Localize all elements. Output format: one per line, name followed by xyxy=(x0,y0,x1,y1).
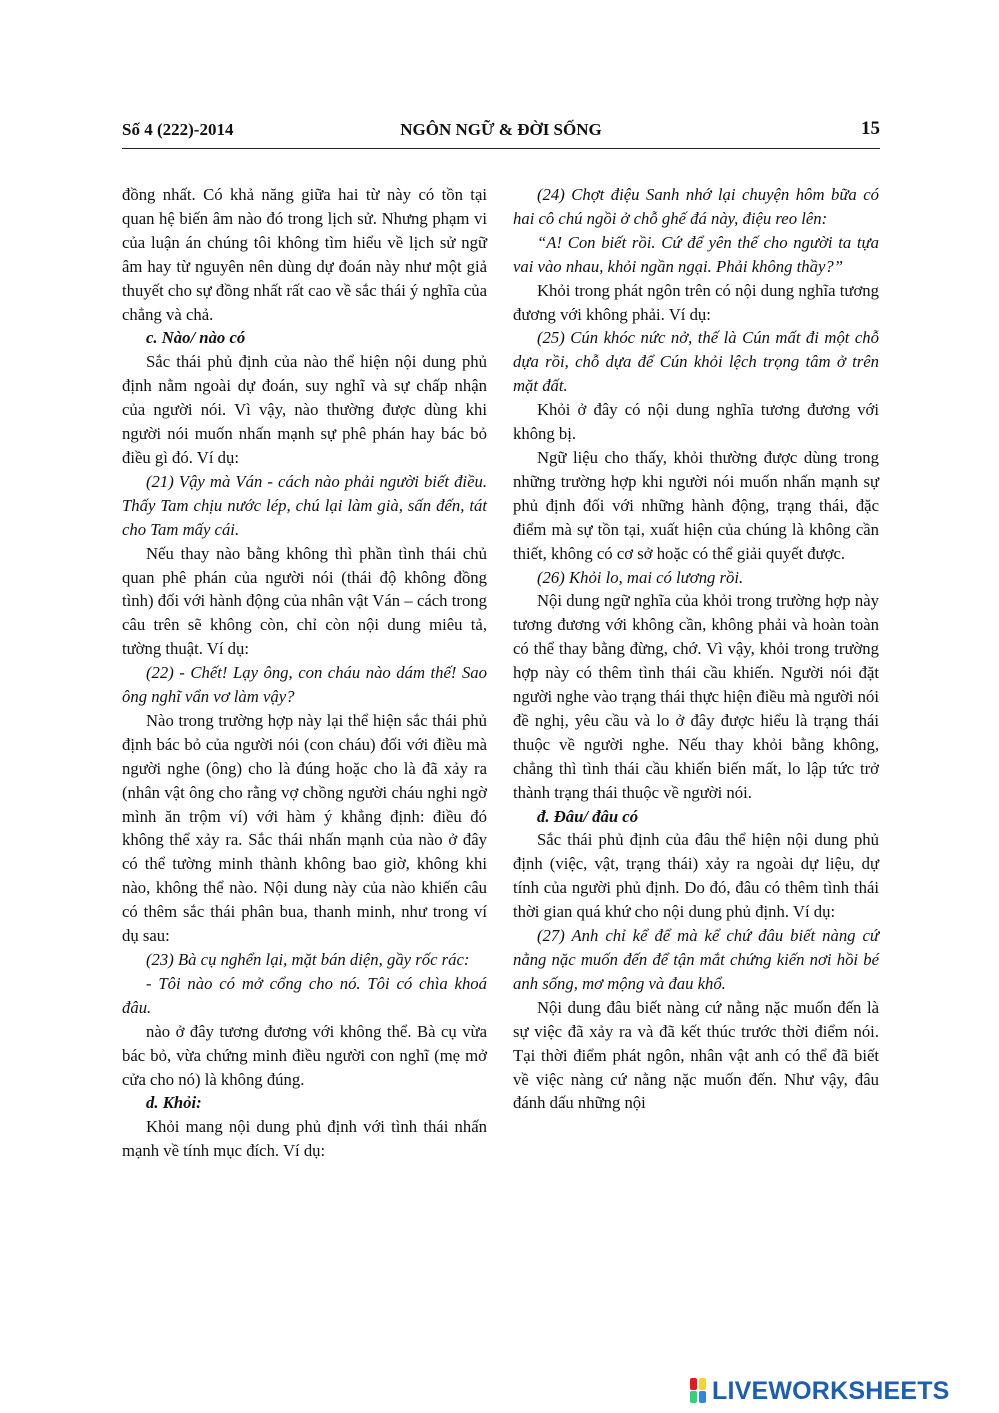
issue-number: Số 4 (222)-2014 xyxy=(122,120,234,139)
paragraph: Nào trong trường hợp này lại thể hiện sắc thái phủ định bác bỏ của người nói (con cháu) đối với điều mà người nghe (ông) cho là đúng hoặc cho là đã xảy ra (nhân vật ông cho rằng vợ chồng người cháu nghi ngờ mình ăn trộm ví) với hàm ý khẳng định: điều đó không thể xảy ra. Sắc thái nhấn mạnh của nào ở đây có thể tường minh thành không bao giờ, không khi nào, không thể nào. Nội dung này của nào khiến câu có thêm sắc thái phân bua, thanh minh, như trong ví dụ sau: xyxy=(122,710,487,946)
example-23: (23) Bà cụ nghển lại, mặt bán diện, gầy rốc rác: xyxy=(146,950,470,969)
example-24-quote: “A! Con biết rồi. Cứ để yên thế cho người ta tựa vai vào nhau, khỏi ngần ngại. Phải không thầy?” xyxy=(513,232,879,276)
example-24: (24) Chợt điệu Sanh nhớ lại chuyện hôm bữa có hai cô chú ngồi ở chỗ ghế đá này, điệu reo lên: xyxy=(513,185,879,228)
liveworksheets-logo-icon xyxy=(690,1378,708,1404)
logo-text: LIVEWORKSHEETS xyxy=(712,1376,950,1405)
paragraph: nào ở đây tương đương với không thể. Bà cụ vừa bác bỏ, vừa chứng minh điều người con nghĩ (mẹ mở cửa cho nó) là không đúng. xyxy=(122,1021,487,1089)
example-26: (26) Khỏi lo, mai có lương rồi. xyxy=(537,567,744,587)
paragraph: Sắc thái phủ định của nào thể hiện nội dung phủ định nằm ngoài dự đoán, suy nghĩ và sự chấp nhận của người nói. Vì vậy, nào thường được dùng khi người nói muốn nhấn mạnh sự phê phán hay bác bỏ điều gì đó. Ví dụ: xyxy=(122,352,487,467)
page-number: 15 xyxy=(861,118,880,139)
liveworksheets-logo xyxy=(690,1374,950,1408)
paragraph: Sắc thái phủ định của đâu thể hiện nội dung phủ định (việc, vật, trạng thái) xảy ra ngoài dự liệu, dự tính của người phủ định. Do đó, đâu có thêm tình thái thời gian quá khứ cho nội dung phủ định. Ví dụ: xyxy=(513,830,879,922)
example-22: (22) - Chết! Lạy ông, con cháu nào dám thế! Sao ông nghĩ vẩn vơ làm vậy? xyxy=(122,663,487,707)
paragraph: Nếu thay nào bằng không thì phần tình thái chủ quan phê phán của người nói (thái độ không đồng tình) đối với hành động của nhân vật Ván – cách trong câu trên sẽ không còn, chỉ còn nội dung miêu tả, tường thuật. Ví dụ: xyxy=(122,543,487,659)
example-21: (21) Vậy mà Ván - cách nào phải người biết điều. Thấy Tam chịu nước lép, chú lại làm già, sấn đến, tát cho Tam mấy cái. xyxy=(122,471,487,539)
section-heading: c. Nào/ nào có xyxy=(146,328,246,348)
paragraph: Khỏi trong phát ngôn trên có nội dung nghĩa tương đương với không phải. Ví dụ: xyxy=(513,280,879,324)
example-23-dialogue: - Tôi nào có mở cổng cho nó. Tôi có chìa khoá đâu. xyxy=(122,973,487,1017)
paragraph: Nội dung ngữ nghĩa của khỏi trong trường hợp này tương đương với không cần, không phải và hoàn toàn có thể thay bằng đừng, chớ. Vì vậy, khỏi trong trường hợp này có thêm tình thái cầu khiến. Người nói đặt người nghe vào trạng thái thực hiện điều mà người nói đề nghị, yêu cầu và lo ở đây được hiểu là trạng thái thuộc về người nghe. Nếu thay khỏi bằng không, chẳng thì tình thái cầu khiến biến mất, lo lập tức trở thành trạng thái thuộc về người nói. xyxy=(513,591,879,802)
page-header xyxy=(122,118,880,149)
section-heading: đ. Đâu/ đâu có xyxy=(537,806,639,826)
right-column xyxy=(513,183,879,1115)
paragraph: Khỏi mang nội dung phủ định với tình thái nhấn mạnh về tính mục đích. Ví dụ: xyxy=(122,1117,487,1161)
section-heading: d. Khỏi: xyxy=(146,1093,202,1113)
example-27: (27) Anh chỉ kể để mà kể chứ đâu biết nàng cứ nằng nặc muốn đến để tận mắt chứng kiến nơi hồi bé anh sống, mơ mộng và đau khổ. xyxy=(513,926,879,993)
journal-title: NGÔN NGỮ & ĐỜI SỐNG xyxy=(400,120,602,139)
example-25: (25) Cún khóc nức nở, thế là Cún mất đi một chỗ dựa rồi, chỗ dựa để Cún khỏi lệch trọng tâm ở trên mặt đất. xyxy=(513,328,879,396)
paragraph: Nội dung đâu biết nàng cứ nằng nặc muốn đến là sự việc đã xảy ra và đã kết thúc trước thời điểm nói. Tại thời điểm phát ngôn, nhân vật anh có thể đã biết về việc nàng cứ nằng nặc muốn đến. Như vậy, đâu đánh dấu những nội xyxy=(513,997,879,1113)
paragraph: Khỏi ở đây có nội dung nghĩa tương đương với không bị. xyxy=(513,400,879,444)
left-column xyxy=(122,183,487,1163)
paragraph: Ngữ liệu cho thấy, khỏi thường được dùng trong những trường hợp khi người nói muốn nhấn mạnh sự phủ định đối với những hành động, trạng thái, đặc điểm mà sự tồn tại, xuất hiện của chúng là không cần thiết, không có cơ sở hoặc có thể giải quyết được. xyxy=(513,447,879,563)
paragraph: đồng nhất. Có khả năng giữa hai từ này có tồn tại quan hệ biến âm nào đó trong lịch sử. Nhưng phạm vi của luận án chúng tôi không tìm hiểu về lịch sử ngữ âm hay từ nguyên nên dùng dự đoán này như một giả thuyết cho sự đồng nhất rất cao về sắc thái ý nghĩa của chẳng và chả. xyxy=(122,185,487,324)
